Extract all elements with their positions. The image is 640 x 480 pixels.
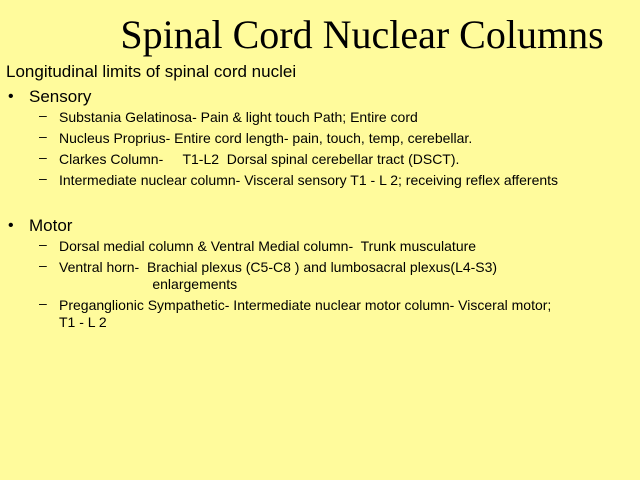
list-item: [0, 297, 640, 331]
list-item-text: Ventral horn- Brachial plexus (C5-C8 ) and lumbosacral plexus(L4-S3) enlargements: [59, 259, 498, 292]
bullet-icon: •: [8, 88, 14, 105]
list-item: [0, 151, 640, 168]
sensory-list: [0, 109, 640, 189]
list-item: [0, 259, 640, 293]
dash-icon: –: [39, 107, 47, 123]
slide-title: Spinal Cord Nuclear Columns: [120, 12, 604, 57]
dash-icon: –: [39, 170, 47, 186]
dash-icon: –: [39, 149, 47, 165]
dash-icon: –: [39, 257, 47, 273]
list-item-text: Preganglionic Sympathetic- Intermediate nuclear motor column- Visceral motor; T1 - L 2: [59, 297, 552, 330]
slide-subtitle: Longitudinal limits of spinal cord nuclei: [6, 62, 297, 81]
list-item: [0, 130, 640, 147]
dash-icon: –: [39, 128, 47, 144]
section-heading: [0, 87, 640, 109]
list-item: [0, 109, 640, 126]
list-item: [0, 172, 640, 189]
section-motor: [0, 216, 640, 335]
bullet-icon: •: [8, 217, 14, 234]
list-item-text: Clarkes Column- T1-L2 Dorsal spinal cerebellar tract (DSCT).: [59, 151, 460, 167]
dash-icon: –: [39, 236, 47, 252]
motor-list: [0, 238, 640, 331]
list-item: [0, 238, 640, 255]
list-item-text: Substania Gelatinosa- Pain & light touch Path; Entire cord: [59, 109, 418, 125]
list-item-text: Nucleus Proprius- Entire cord length- pain, touch, temp, cerebellar.: [59, 130, 473, 146]
section-label-sensory: Sensory: [29, 87, 92, 106]
list-item-text: Intermediate nuclear column- Visceral sensory T1 - L 2; receiving reflex afferents: [59, 172, 559, 188]
section-heading: [0, 216, 640, 238]
section-sensory: [0, 87, 640, 193]
list-item-text: Dorsal medial column & Ventral Medial column- Trunk musculature: [59, 238, 477, 254]
section-label-motor: Motor: [29, 216, 73, 235]
dash-icon: –: [39, 295, 47, 311]
